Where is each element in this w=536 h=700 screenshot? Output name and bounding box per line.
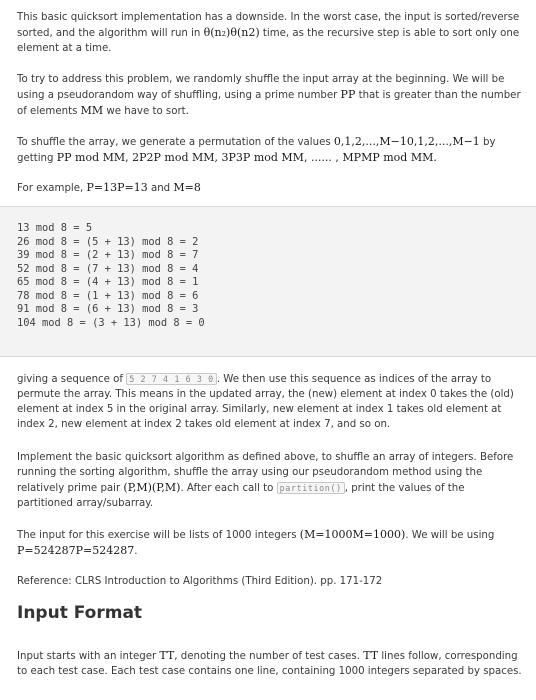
code-block-example xyxy=(0,206,536,357)
math-t: TT xyxy=(159,649,175,662)
math-m: MM xyxy=(80,104,104,117)
math-pm-pair: (P,M)(P,M) xyxy=(123,481,181,494)
section-heading-input-format: Input Format xyxy=(17,603,143,623)
inline-code-partition: partition() xyxy=(277,482,345,494)
paragraph-input-size: The input for this exercise will be lists of 1000 integers (M=1000M=1000). We will be using P=524287P=524287. xyxy=(17,528,495,557)
code-line: 39 mod 8 = (2 + 13) mod 8 = 7 xyxy=(17,249,199,261)
math-p: PP xyxy=(340,88,356,101)
math-values-range: 0,1,2,...,M−10,1,2,...,M−1 xyxy=(333,135,480,148)
math-m-8: M=8 xyxy=(173,181,201,194)
code-line: 91 mod 8 = (6 + 13) mod 8 = 3 xyxy=(17,303,199,315)
paragraph-permutation: To shuffle the array, we generate a permutation of the values 0,1,2,...,M−10,1,2,...,M−1 by getting PP mod MM, 2P2P mod MM, 3P3P mod MM, ...... , MPMP mod MM. xyxy=(17,135,496,164)
inline-code-sequence: 5 2 7 4 1 6 3 0 xyxy=(126,373,217,385)
paragraph-implement: Implement the basic quicksort algorithm as defined above, to shuffle an array of integers. Before running the sorting algorithm, shuffle the array using our pseudorandom method using the relatively prime pair (P,M)(P,M). After each call to partition() , print the values of the partitioned array/subarray. xyxy=(17,452,514,509)
paragraph-example: For example, P=13P=13 and M=8 xyxy=(17,181,201,194)
code-line: 13 mod 8 = 5 xyxy=(17,222,93,234)
paragraph-input-format: Input starts with an integer TT, denoting the number of test cases. TT lines follow, corresponding to each test case. Each test case contains one line, containing 1000 integers separated by spaces. xyxy=(17,649,522,677)
math-p-524287: P=524287P=524287 xyxy=(17,544,135,557)
math-t: TT xyxy=(363,649,379,662)
code-line: 78 mod 8 = (1 + 13) mod 8 = 6 xyxy=(17,289,199,302)
math-p-13: P=13P=13 xyxy=(86,181,148,194)
code-line: 26 mod 8 = (5 + 13) mod 8 = 2 xyxy=(17,235,199,248)
math-theta-n2: θ(n₂)θ(n2) xyxy=(203,26,260,39)
paragraph-shuffle-intro: To try to address this problem, we randomly shuffle the input array at the beginning. We will be using a pseudorandom way of shuffling, using a prime number PP that is greater than the number of elements MM we have to sort. xyxy=(17,74,521,117)
code-line: 52 mod 8 = (7 + 13) mod 8 = 4 xyxy=(17,262,199,275)
paragraph-worst-case: This basic quicksort implementation has a downside. In the worst case, the input is sorted/reverse sorted, and the algorithm will run in θ(n₂)θ(n2) time, as the recursive step is able to sort only one element at a time. xyxy=(17,12,520,54)
paragraph-reference: Reference: CLRS Introduction to Algorithms (Third Edition). pp. 171-172 xyxy=(17,576,383,587)
paragraph-sequence: giving a sequence of 5 2 7 4 1 6 3 0 . We then use this sequence as indices of the array to permute the array. This means in the updated array, the (new) element at index 0 takes the (old) element at index 5 in the original array. Similarly, new element at index 1 takes old element at index 2, new element at index 2 takes old element at index 7, and so on. xyxy=(17,374,514,430)
math-m-1000: (M=1000M=1000) xyxy=(299,528,406,541)
code-line: 65 mod 8 = (4 + 13) mod 8 = 1 xyxy=(17,276,199,288)
code-line: 104 mod 8 = (3 + 13) mod 8 = 0 xyxy=(17,316,205,329)
math-mod-sequence: PP mod MM, 2P2P mod MM, 3P3P mod MM, ...... , MPMP mod MM. xyxy=(56,151,437,164)
